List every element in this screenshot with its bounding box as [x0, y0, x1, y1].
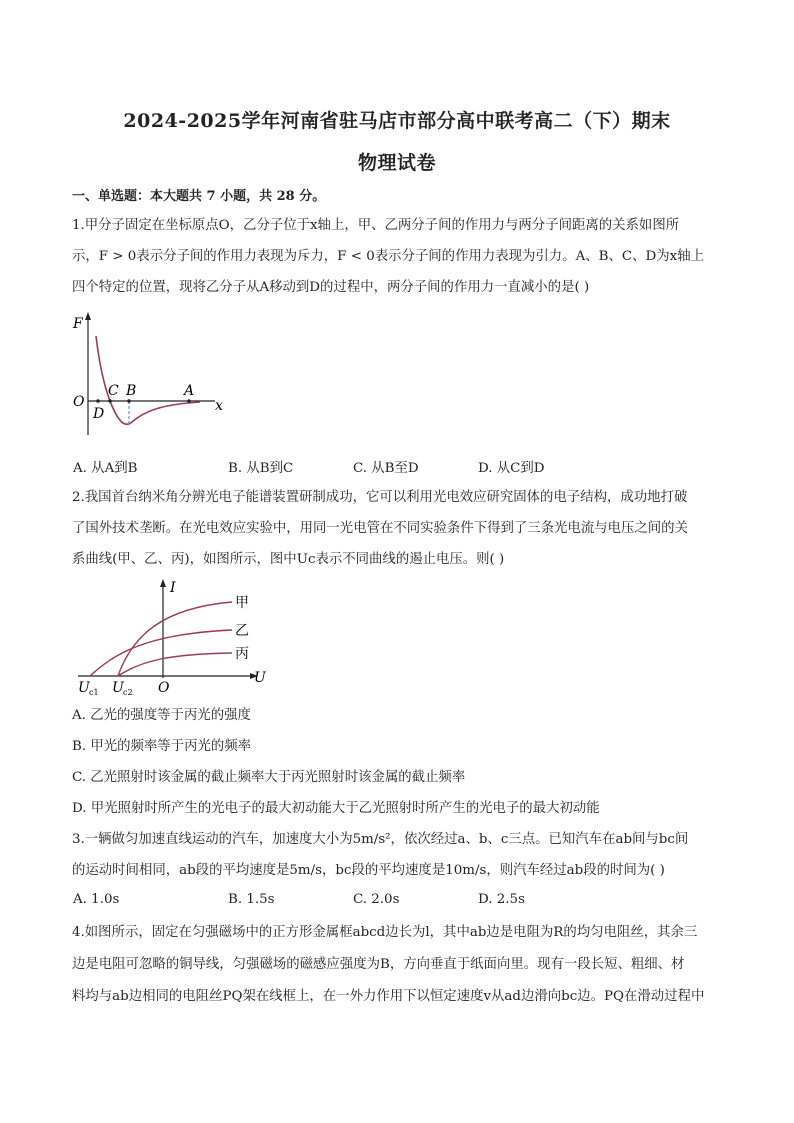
q2-label-uc1: U: [78, 680, 90, 696]
q1-text-line2: 示，F > 0表示分子间的作用力表现为斥力，F < 0表示分子间的作用力表现为引力。A、B、C、D为x轴上: [72, 249, 704, 264]
q1-option-d: D. 从C到D: [478, 461, 545, 476]
q2-option-b: B. 甲光的频率等于丙光的频率: [72, 739, 252, 754]
q3-option-c: C. 2.0s: [353, 892, 400, 907]
q1-force-curve: [96, 336, 200, 424]
q3-text-line2: 的运动时间相同，ab段的平均速度是5m/s，bc段的平均速度是10m/s，则汽车经过ab段的时间为( ): [72, 863, 665, 878]
q1-text-line1: 1.甲分子固定在坐标原点O，乙分子位于x轴上，甲、乙两分子间的作用力与两分子间距离的关系如图所: [72, 218, 680, 233]
q2-text-line3: 系曲线(甲、乙、丙)，如图所示，图中Uc表示不同曲线的遏止电压。则( ): [72, 552, 505, 567]
q1-force-distance-figure: [70, 310, 230, 440]
q2-label-uc2-sub: c2: [123, 688, 133, 697]
q2-label-uc2: U: [112, 680, 124, 696]
q3-option-a: A. 1.0s: [73, 892, 120, 907]
q1-point-d: [96, 399, 100, 403]
exam-title-line2: 物理试卷: [357, 152, 436, 174]
q2-curve-bing: [118, 653, 232, 676]
q4-text-line3: 料均与ab边相同的电阻丝PQ架在线框上，在一外力作用下以恒定速度v从ad边滑向bc边。PQ在滑动过程中: [72, 989, 705, 1004]
q2-label-i: I: [170, 580, 176, 596]
q3-option-d: D. 2.5s: [478, 892, 525, 907]
q3-option-b: B. 1.5s: [228, 892, 275, 907]
q1-label-c: C: [108, 383, 119, 399]
q2-label-u: U: [254, 670, 266, 686]
exam-title-line1: 2024-2025学年河南省驻马店市部分高中联考高二（下）期末: [123, 110, 671, 132]
q1-label-a: A: [184, 383, 195, 399]
q3-text-line1: 3.一辆做匀加速直线运动的汽车，加速度大小为5m/s²，依次经过a、b、c三点。已知汽车在ab间与bc间: [72, 832, 689, 847]
q4-text-line2: 边是电阻可忽略的铜导线，匀强磁场的磁感应强度为B，方向垂直于纸面向里。现有一段长短、粗细、材: [72, 957, 685, 972]
q1-point-b: [127, 399, 131, 403]
q1-label-b: B: [126, 383, 137, 399]
q1-f-axis-arrow: [85, 312, 91, 320]
q2-label-jia: 甲: [235, 595, 249, 611]
q2-option-c: C. 乙光照射时该金属的截止频率大于丙光照射时该金属的截止频率: [72, 770, 466, 785]
q2-option-a: A. 乙光的强度等于丙光的强度: [72, 708, 251, 723]
q1-label-d: D: [93, 406, 105, 422]
q1-option-b: B. 从B到C: [228, 461, 294, 476]
q1-label-o: O: [73, 394, 85, 410]
q1-label-x: x: [215, 398, 223, 414]
q2-label-uc1-sub: c1: [89, 688, 99, 697]
q2-text-line1: 2.我国首台纳米角分辨光电子能谱装置研制成功，它可以利用光电效应研究固体的电子结构，成功地打破: [72, 490, 688, 505]
q2-current-voltage-figure: [72, 576, 272, 700]
q2-label-bing: 丙: [235, 646, 249, 662]
q1-text-line3: 四个特定的位置，现将乙分子从A移动到D的过程中，两分子间的作用力一直减小的是( ): [72, 280, 590, 295]
section-heading: 一、单选题：本大题共 7 小题，共 28 分。: [72, 189, 326, 204]
q2-curve-jia: [118, 602, 232, 676]
q1-option-a: A. 从A到B: [73, 461, 138, 476]
q2-label-yi: 乙: [235, 623, 249, 639]
q2-label-o: O: [158, 680, 170, 696]
q1-point-a: [187, 399, 191, 403]
q1-option-c: C. 从B至D: [353, 461, 419, 476]
q2-text-line2: 了国外技术垄断。在光电效应实验中，用同一光电管在不同实验条件下得到了三条光电流与电压之间的关: [72, 521, 688, 536]
q2-option-d: D. 甲光照射时所产生的光电子的最大初动能大于乙光照射时所产生的光电子的最大初动能: [72, 801, 600, 816]
q4-text-line1: 4.如图所示，固定在匀强磁场中的正方形金属框abcd边长为l，其中ab边是电阻为R的均匀电阻丝，其余三: [72, 925, 698, 940]
q2-i-axis-arrow: [160, 579, 166, 587]
q1-label-f: F: [73, 316, 83, 332]
q1-point-c: [108, 399, 112, 403]
